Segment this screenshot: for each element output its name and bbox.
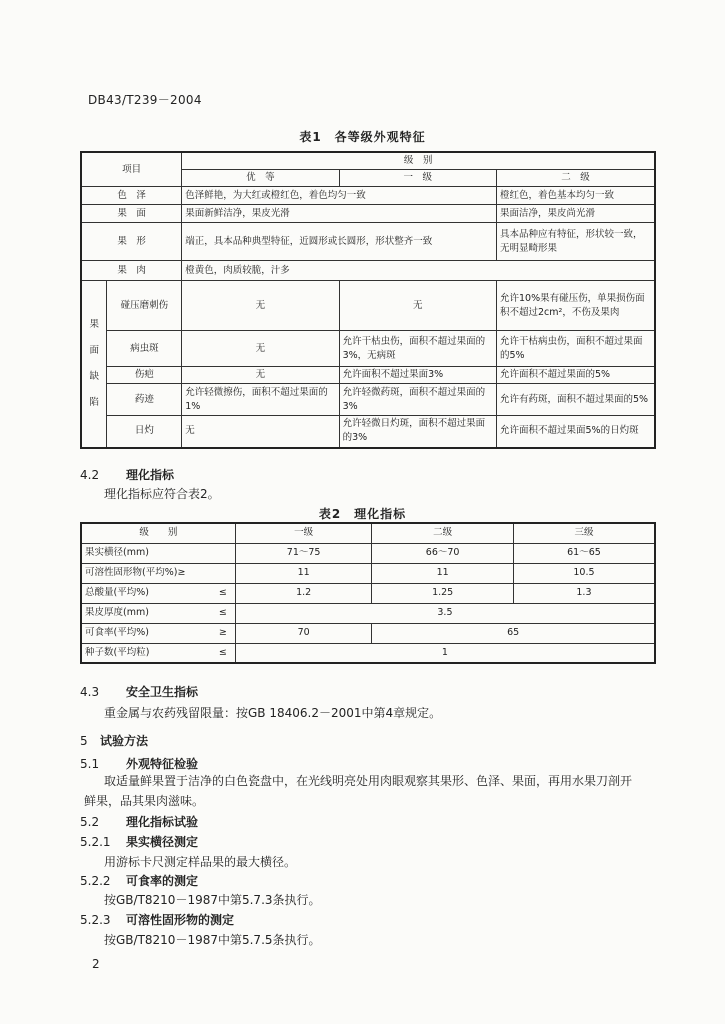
defects-label: 果面缺陷: [81, 281, 107, 448]
t2-cell: 65: [372, 623, 655, 643]
pest-second: 允许干枯病虫伤，面积不超过果面的5%: [497, 331, 656, 367]
scar-second: 允许面积不超过果面的5%: [497, 367, 656, 384]
t2-cell: 11: [235, 563, 372, 583]
t2-cell: 71～75: [235, 543, 372, 563]
t2-cell: 1: [235, 643, 655, 663]
scar-first: 允许面积不超过果面3%: [339, 367, 496, 384]
shape-second: 具本品种应有特征，形状较一致，无明显畸形果: [497, 223, 656, 261]
bruise-second: 允许10%果有碰压伤，单果损伤面积不超过2cm²，不伤及果肉: [497, 281, 656, 331]
t2-header-grade: 级 别: [81, 523, 235, 543]
t2-cell: 10.5: [513, 563, 655, 583]
t2-cell: 1.25: [372, 583, 514, 603]
section-5-2-1-text: 用游标卡尺测定样品果的最大横径。: [104, 855, 297, 869]
t2-row-symbol: ≤: [196, 583, 235, 603]
bruise-premium: 无: [182, 281, 339, 331]
appearance-table: [80, 151, 656, 449]
t2-cell: 11: [372, 563, 514, 583]
sunburn-label: 日灼: [107, 416, 182, 448]
header-item: 项目: [81, 152, 182, 187]
t2-row-symbol: ≥: [196, 623, 235, 643]
surface-second: 果面洁净，果皮尚光滑: [497, 205, 656, 223]
flesh-all-grades: 橙黄色，肉质较脆，汁多: [182, 261, 655, 281]
pesticide-second: 允许有药斑，面积不超过果面的5%: [497, 384, 656, 416]
section-5-2-heading: 5.2 理化指标试验: [80, 815, 199, 829]
section-5-2-3-text: 按GB/T8210－1987中第5.7.5条执行。: [104, 933, 321, 947]
physicochemical-table: [80, 522, 656, 664]
t2-row-label: 可溶性固形物(平均%)≥: [81, 563, 235, 583]
section-4-3-text: 重金属与农药残留限量：按GB 18406.2－2001中第4章规定。: [104, 706, 442, 720]
section-5-2-3-heading: 5.2.3 可溶性固形物的测定: [80, 913, 235, 927]
t2-cell: 61～65: [513, 543, 655, 563]
t2-cell: 66～70: [372, 543, 514, 563]
t2-row-label: 总酸量(平均%): [81, 583, 196, 603]
t2-row-label: 果皮厚度(mm): [81, 603, 196, 623]
header-second: 二 级: [497, 170, 656, 187]
table1-caption: 表1 各等级外观特征: [299, 130, 426, 144]
scar-label: 伤疤: [107, 367, 182, 384]
pest-first: 允许干枯虫伤，面积不超过果面的3%，无病斑: [339, 331, 496, 367]
t2-cell: 70: [235, 623, 372, 643]
pest-label: 病虫斑: [107, 331, 182, 367]
row-label-surface: 果 面: [81, 205, 182, 223]
sunburn-second: 允许面积不超过果面5%的日灼斑: [497, 416, 656, 448]
section-4-2-heading: 4.2 理化指标: [80, 468, 175, 482]
pesticide-premium: 允许轻微擦伤，面积不超过果面的1%: [182, 384, 339, 416]
header-grade: 级 别: [182, 152, 655, 170]
document-code: DB43/T239－2004: [88, 93, 202, 107]
section-5-1-heading: 5.1 外观特征检验: [80, 757, 199, 771]
section-5-1-text: 取适量鲜果置于洁净的白色瓷盘中，在光线明亮处用肉眼观察其果形、色泽、果面，再用水果刀剖开: [104, 774, 633, 788]
scar-premium: 无: [182, 367, 339, 384]
section-4-2-text: 理化指标应符合表2。: [104, 487, 220, 501]
row-label-flesh: 果 肉: [81, 261, 182, 281]
section-4-3-heading: 4.3 安全卫生指标: [80, 685, 199, 699]
color-top-grades: 色泽鲜艳，为大红或橙红色，着色均匀一致: [182, 187, 497, 205]
header-premium: 优 等: [182, 170, 339, 187]
section-5-heading: 5 试验方法: [80, 734, 149, 748]
page-number: 2: [92, 957, 100, 971]
t2-row-label: 种子数(平均粒): [81, 643, 196, 663]
sunburn-premium: 无: [182, 416, 339, 448]
table2-caption: 表2 理化指标: [318, 507, 407, 521]
pest-premium: 无: [182, 331, 339, 367]
t2-row-label: 果实横径(mm): [81, 543, 235, 563]
surface-top-grades: 果面新鲜洁净，果皮光滑: [182, 205, 497, 223]
sunburn-first: 允许轻微日灼斑，面积不超过果面的3%: [339, 416, 496, 448]
t2-row-label: 可食率(平均%): [81, 623, 196, 643]
row-label-shape: 果 形: [81, 223, 182, 261]
t2-cell: 1.2: [235, 583, 372, 603]
t2-header-second: 二级: [372, 523, 514, 543]
section-5-1-text-cont: 鲜果，品其果肉滋味。: [84, 794, 205, 808]
bruise-first: 无: [339, 281, 496, 331]
section-5-2-2-text: 按GB/T8210－1987中第5.7.3条执行。: [104, 893, 321, 907]
header-first: 一 级: [339, 170, 496, 187]
pesticide-first: 允许轻微药斑，面积不超过果面的3%: [339, 384, 496, 416]
row-label-color: 色 泽: [81, 187, 182, 205]
t2-cell: 1.3: [513, 583, 655, 603]
bruise-label: 碰压磨刺伤: [107, 281, 182, 331]
shape-top-grades: 端正，具本品种典型特征，近圆形或长圆形，形状整齐一致: [182, 223, 497, 261]
t2-header-first: 一级: [235, 523, 372, 543]
t2-header-third: 三级: [513, 523, 655, 543]
t2-row-symbol: ≤: [196, 603, 235, 623]
t2-row-symbol: ≤: [196, 643, 235, 663]
section-5-2-1-heading: 5.2.1 果实横径测定: [80, 835, 199, 849]
pesticide-label: 药迹: [107, 384, 182, 416]
color-second: 橙红色，着色基本均匀一致: [497, 187, 656, 205]
t2-cell: 3.5: [235, 603, 655, 623]
section-5-2-2-heading: 5.2.2 可食率的测定: [80, 874, 199, 888]
